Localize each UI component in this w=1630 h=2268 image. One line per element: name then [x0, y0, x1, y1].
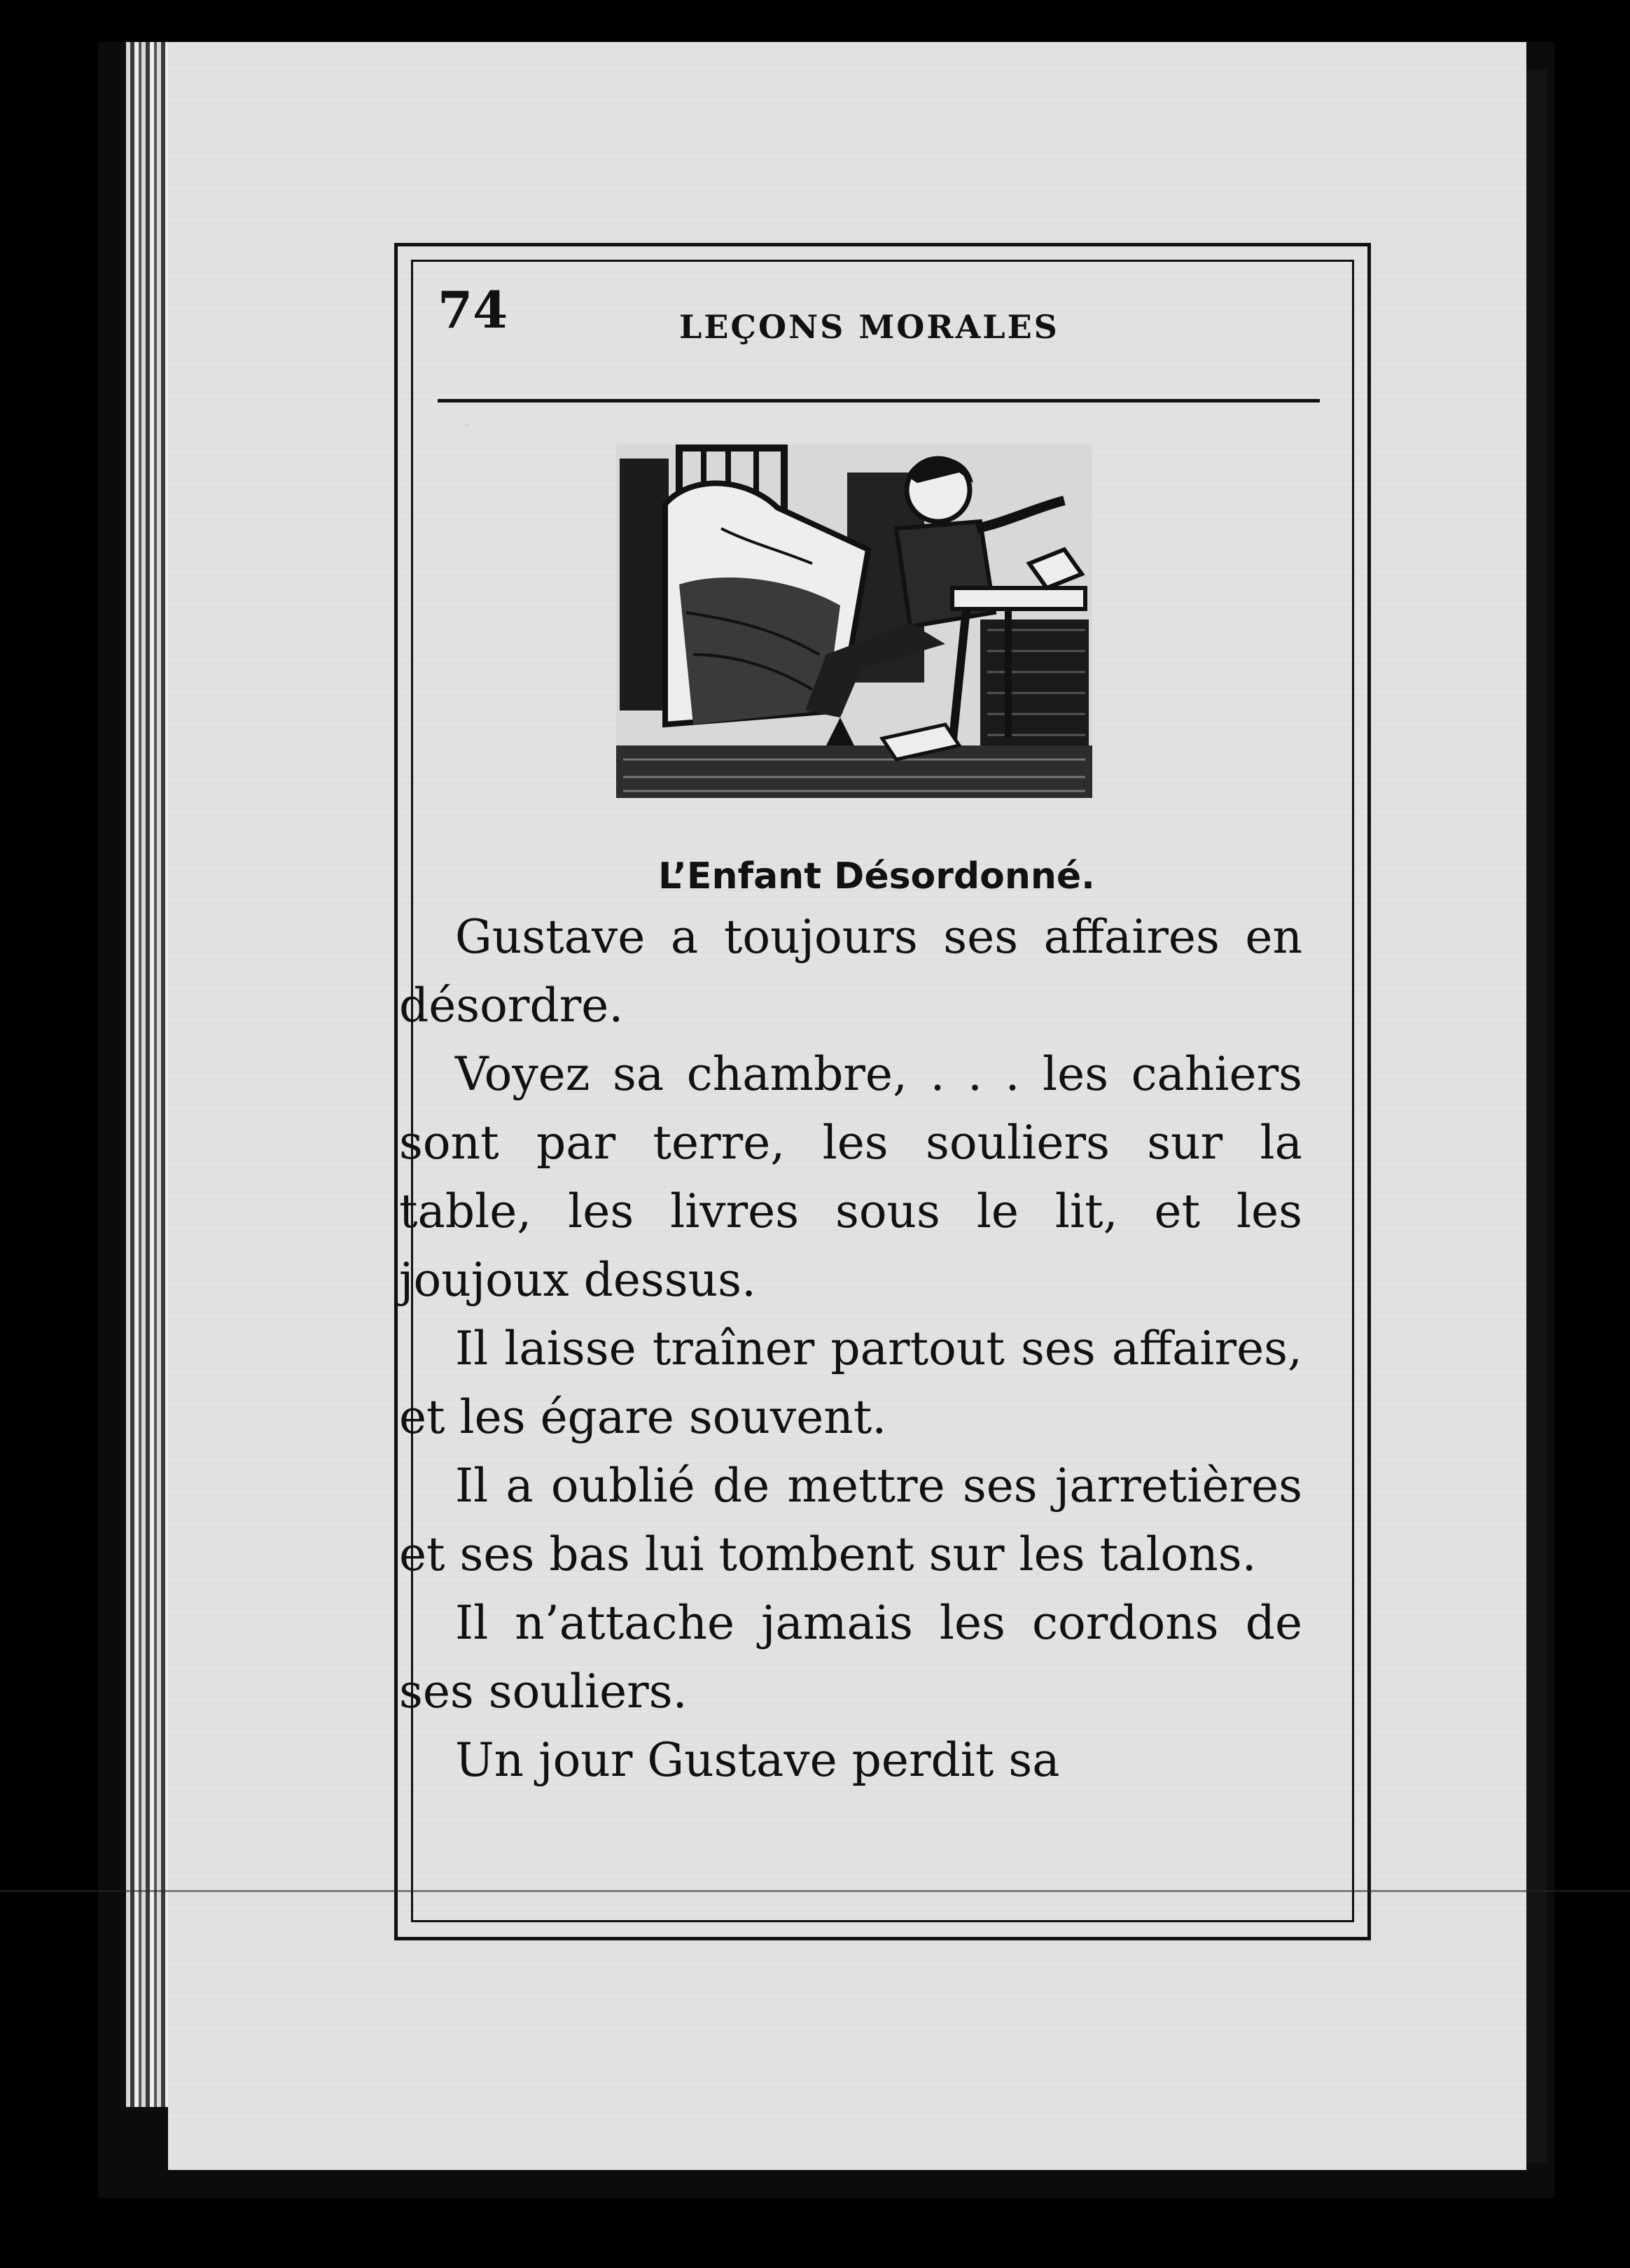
running-title: LEÇONS MORALES — [679, 308, 1059, 346]
paragraph: Il n’attache jamais les cordons de ses souliers. — [399, 1596, 1302, 1718]
lesson-title: L’Enfant Désordonné. — [658, 855, 1095, 897]
header-rule — [438, 399, 1320, 402]
boy-in-messy-room-engraving-icon — [616, 444, 1092, 798]
page-number: 74 — [438, 280, 508, 340]
lesson-text — [399, 903, 1302, 1795]
facing-page-edge — [1526, 70, 1547, 2163]
scan-scratch — [0, 1890, 1630, 1892]
page-header — [438, 280, 1316, 357]
paragraph: Il laisse traîner partout ses affaires, et les égare souvent. — [399, 1322, 1302, 1444]
paragraph: Voyez sa chambre, . . . les cahiers sont par terre, les souliers sur la table, les livres sous le lit, et les joujoux dessus. — [399, 1047, 1302, 1307]
paragraph: Un jour Gustave perdit sa — [455, 1733, 1060, 1787]
page-edges — [126, 42, 168, 2107]
paragraph: Il a oublié de mettre ses jarretières et ses bas lui tombent sur les talons. — [399, 1459, 1302, 1581]
paragraph: Gustave a toujours ses affaires en désordre. — [399, 910, 1302, 1032]
